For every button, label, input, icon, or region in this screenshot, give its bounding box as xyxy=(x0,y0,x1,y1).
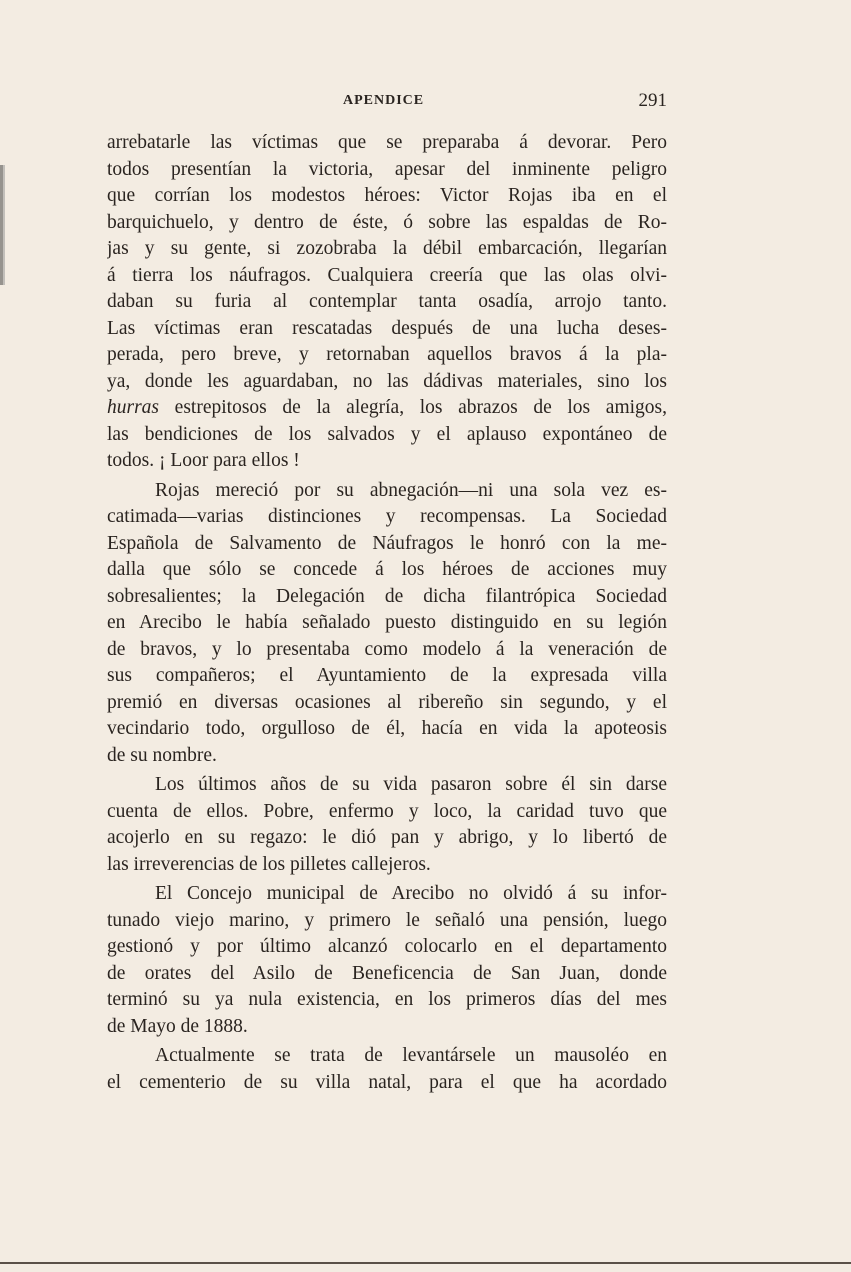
text-line: todos presentían la victoria, apesar del inminente peligro xyxy=(107,158,667,180)
page-bottom-rule xyxy=(0,1262,851,1264)
paragraph xyxy=(107,130,667,475)
text-line: todos. ¡ Loor para ellos ! xyxy=(107,450,300,471)
paragraph xyxy=(107,772,667,878)
paragraph xyxy=(107,1043,667,1096)
text-line: de Mayo de 1888. xyxy=(107,1015,248,1037)
text-line: Las víctimas eran rescatadas después de una lucha deses- xyxy=(107,317,667,339)
text-line: jas y su gente, si zozobraba la débil embarcación, llegarían xyxy=(107,238,667,259)
body-text xyxy=(107,130,667,1096)
text-line: tunado viejo marino, y primero le señaló una pensión, luego xyxy=(107,909,667,931)
text-line: el cementerio de su villa natal, para el que ha acordado xyxy=(107,1071,667,1093)
text-line: de su nombre. xyxy=(107,744,217,766)
text-line: barquichuelo, y dentro de éste, ó sobre las espaldas de Ro- xyxy=(107,211,667,233)
text-line: arrebatarle las víctimas que se preparaba á devorar. Pero xyxy=(107,132,667,153)
text-line: Los últimos años de su vida pasaron sobre él sin darse xyxy=(155,774,667,795)
text-line: daban su furia al contemplar tanta osadía, arrojo tanto. xyxy=(107,291,667,312)
text-line: acojerlo en su regazo: le dió pan y abrigo, y lo libertó de xyxy=(107,827,667,848)
text-line: de orates del Asilo de Beneficencia de San Juan, donde xyxy=(107,962,667,984)
text-line: ya, donde les aguardaban, no las dádivas materiales, sino los xyxy=(107,370,667,392)
text-line: vecindario todo, orgulloso de él, hacía en vida la apoteosis xyxy=(107,718,667,739)
paragraph xyxy=(107,478,667,770)
text-line: cuenta de ellos. Pobre, enfermo y loco, la caridad tuvo que xyxy=(107,800,667,822)
page-header xyxy=(107,90,667,114)
paragraph xyxy=(107,881,667,1040)
text-line: perada, pero breve, y retornaban aquellos bravos á la pla- xyxy=(107,344,667,365)
page-edge-shadow xyxy=(0,165,14,285)
text-line: que corrían los modestos héroes: Victor Rojas iba en el xyxy=(107,185,667,206)
running-head: APENDICE xyxy=(343,93,425,108)
text-line: terminó su ya nula existencia, en los primeros días del mes xyxy=(107,989,667,1010)
text-line: dalla que sólo se concede á los héroes de acciones muy xyxy=(107,559,667,580)
text-line xyxy=(107,395,667,422)
text-line: premió en diversas ocasiones al ribereño sin segundo, y el xyxy=(107,691,667,713)
text-line: en Arecibo le había señalado puesto distinguido en su legión xyxy=(107,612,667,633)
text-line-rest: estrepitosos de la alegría, los abrazos de los amigos, xyxy=(159,397,667,418)
text-line: las bendiciones de los salvados y el aplauso expontáneo de xyxy=(107,423,667,445)
text-line: las irreverencias de los pilletes callejeros. xyxy=(107,853,431,875)
text-line: gestionó y por último alcanzó colocarlo en el departamento xyxy=(107,936,667,957)
text-line: sobresalientes; la Delegación de dicha filantrópica Sociedad xyxy=(107,585,667,607)
text-line: Española de Salvamento de Náufragos le honró con la me- xyxy=(107,532,667,554)
italic-word: hurras xyxy=(107,397,160,418)
text-line: El Concejo municipal de Arecibo no olvidó á su infor- xyxy=(155,883,667,904)
text-line: de bravos, y lo presentaba como modelo á la veneración de xyxy=(107,638,667,660)
text-line: á tierra los náufragos. Cualquiera creería que las olas olvi- xyxy=(107,264,667,286)
text-line: Actualmente se trata de levantársele un mausoléo en xyxy=(155,1045,667,1066)
text-line: Rojas mereció por su abnegación—ni una sola vez es- xyxy=(155,479,667,501)
text-line: catimada—varias distinciones y recompensas. La Sociedad xyxy=(107,506,667,527)
page-number: 291 xyxy=(638,90,667,111)
text-line: sus compañeros; el Ayuntamiento de la expresada villa xyxy=(107,665,667,686)
